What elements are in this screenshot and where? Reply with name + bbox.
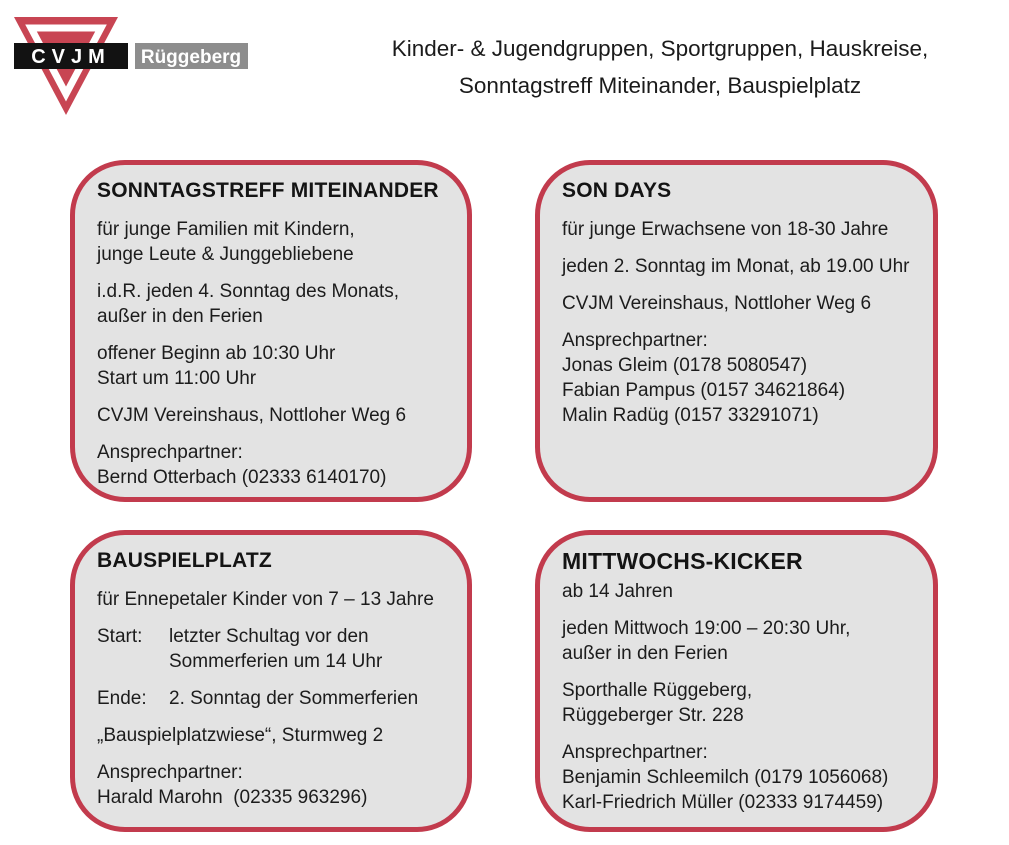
schedule-label: Ende: (97, 688, 147, 709)
card-paragraph (562, 579, 913, 604)
text-line: letzter Schultag vor den (169, 626, 369, 647)
text-line: offener Beginn ab 10:30 Uhr (97, 343, 336, 364)
cvjm-triangle-icon (14, 14, 264, 126)
contact-block (562, 328, 913, 428)
schedule-value (169, 624, 447, 674)
card-paragraph (562, 291, 913, 316)
page-title-line-1: Kinder- & Jugendgruppen, Sportgruppen, Hauskreise, (391, 36, 929, 61)
venue-line: CVJM Vereinshaus, Nottloher Weg 6 (97, 405, 407, 426)
card-paragraph (97, 587, 447, 612)
text-line: außer in den Ferien (562, 643, 728, 664)
venue-line: Rüggeberger Str. 228 (562, 705, 744, 726)
card-paragraph (97, 723, 447, 748)
venue-line: Sporthalle Rüggeberg, (562, 680, 753, 701)
text-line: 2. Sonntag der Sommerferien (169, 688, 419, 709)
contact-block (97, 440, 447, 490)
venue-line: „Bauspielplatzwiese“, Sturmweg 2 (97, 725, 384, 746)
contact-person: Benjamin Schleemilch (0179 1056068) (562, 767, 889, 788)
card-paragraph (97, 403, 447, 428)
text-line: außer in den Ferien (97, 306, 263, 327)
card-mittwochs-kicker (535, 530, 938, 832)
contact-person: Malin Radüg (0157 33291071) (562, 405, 819, 426)
card-paragraph (97, 279, 447, 329)
card-paragraph (562, 217, 913, 242)
card-title: SON DAYS (562, 179, 672, 202)
card-bauspielplatz (70, 530, 472, 832)
card-title: SONNTAGSTREFF MITEINANDER (97, 179, 439, 202)
text-line: für junge Erwachsene von 18-30 Jahre (562, 219, 889, 240)
contact-label: Ansprechpartner: (562, 330, 708, 351)
card-title: BAUSPIELPLATZ (97, 549, 272, 572)
card-sonntagstreff-miteinander (70, 160, 472, 502)
contact-label: Ansprechpartner: (97, 442, 243, 463)
schedule-value (169, 686, 447, 711)
text-line: i.d.R. jeden 4. Sonntag des Monats, (97, 281, 400, 302)
schedule-row-start (97, 624, 447, 674)
contact-label: Ansprechpartner: (97, 762, 243, 783)
card-paragraph (562, 678, 913, 728)
card-paragraph (97, 341, 447, 391)
logo-region-label: Rüggeberg (140, 47, 242, 68)
text-line: junge Leute & Junggebliebene (97, 244, 354, 265)
schedule-row-ende (97, 686, 447, 711)
contact-label: Ansprechpartner: (562, 742, 708, 763)
contact-person: Jonas Gleim (0178 5080547) (562, 355, 808, 376)
text-line: für Ennepetaler Kinder von 7 – 13 Jahre (97, 589, 434, 610)
schedule-label: Start: (97, 626, 143, 647)
contact-person: Fabian Pampus (0157 34621864) (562, 380, 846, 401)
text-line: Start um 11:00 Uhr (97, 368, 257, 389)
text-line: jeden Mittwoch 19:00 – 20:30 Uhr, (562, 618, 851, 639)
contact-person: Harald Marohn (02335 963296) (97, 787, 368, 808)
logo-acronym: CVJM (31, 46, 111, 68)
card-paragraph (562, 254, 913, 279)
card-title: MITTWOCHS-KICKER (562, 548, 803, 574)
text-line: ab 14 Jahren (562, 581, 673, 602)
card-son-days (535, 160, 938, 502)
card-paragraph (562, 616, 913, 666)
contact-block (562, 740, 913, 815)
contact-person: Karl-Friedrich Müller (02333 9174459) (562, 792, 884, 813)
contact-person: Bernd Otterbach (02333 6140170) (97, 467, 387, 488)
text-line: Sommerferien um 14 Uhr (169, 651, 383, 672)
page-title (330, 30, 990, 104)
text-line: jeden 2. Sonntag im Monat, ab 19.00 Uhr (562, 256, 910, 277)
page-title-line-2: Sonntagstreff Miteinander, Bauspielplatz (458, 73, 862, 98)
text-line: für junge Familien mit Kindern, (97, 219, 355, 240)
card-paragraph (97, 217, 447, 267)
venue-line: CVJM Vereinshaus, Nottloher Weg 6 (562, 293, 872, 314)
contact-block (97, 760, 447, 810)
